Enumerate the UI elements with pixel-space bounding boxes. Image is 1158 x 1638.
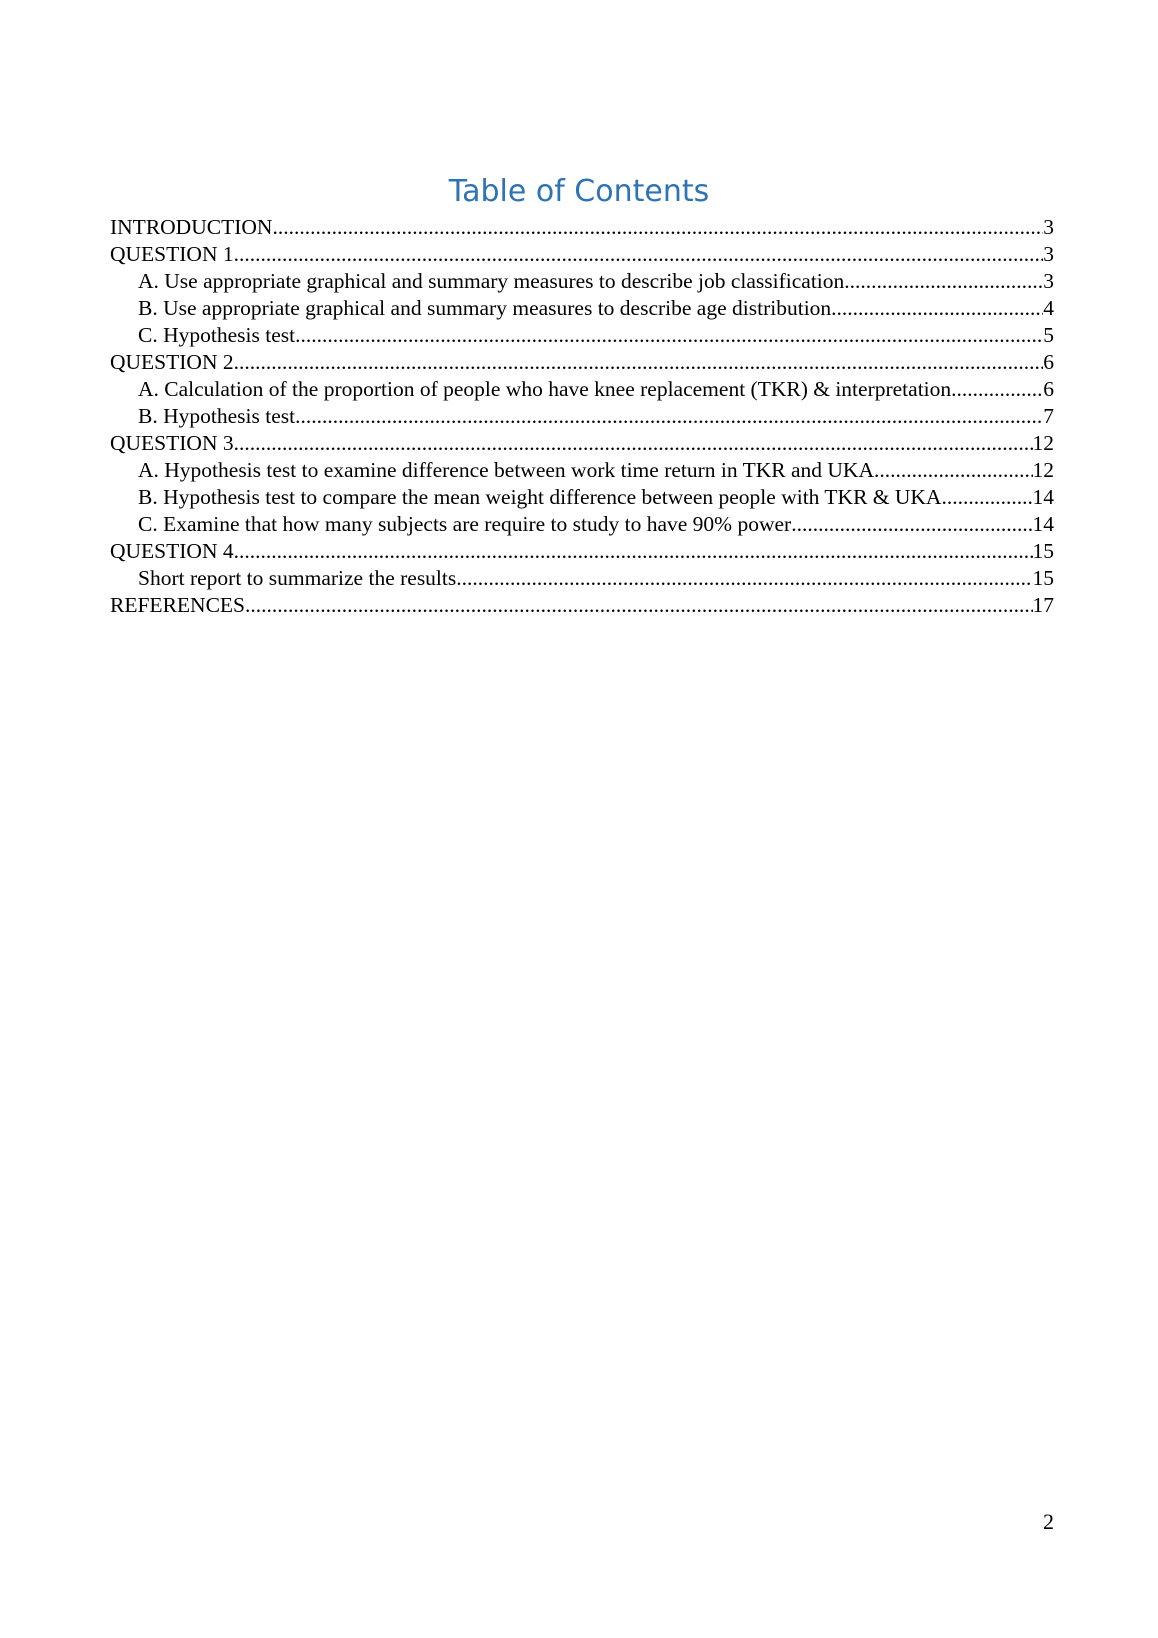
toc-entry-page: 3 bbox=[1043, 242, 1054, 266]
toc-entry-page: 4 bbox=[1043, 296, 1054, 320]
toc-entry-label: B. Hypothesis test bbox=[138, 404, 296, 428]
toc-entry-label: QUESTION 3 bbox=[110, 431, 234, 455]
toc-entry-page: 6 bbox=[1043, 350, 1054, 374]
toc-entry-label: A. Use appropriate graphical and summary measures to describe job classification bbox=[138, 269, 845, 293]
toc-entry-question-3[interactable] bbox=[110, 430, 1054, 457]
toc-entry-page: 17 bbox=[1032, 593, 1054, 617]
toc-entry-label: QUESTION 1 bbox=[110, 242, 234, 266]
toc-entry-references[interactable] bbox=[110, 592, 1054, 619]
toc-entry-page: 12 bbox=[1032, 431, 1054, 455]
toc-entry-label: A. Calculation of the proportion of people who have knee replacement (TKR) & interpretation bbox=[138, 377, 952, 401]
page-number: 2 bbox=[1043, 1509, 1054, 1534]
toc-entry-label: INTRODUCTION bbox=[110, 215, 273, 239]
toc-dot-leader bbox=[831, 295, 1043, 322]
toc-entry-q1-c[interactable] bbox=[110, 322, 1054, 349]
toc-entry-page: 3 bbox=[1043, 215, 1054, 239]
toc-entry-label: C. Hypothesis test bbox=[138, 323, 296, 347]
toc-entry-page: 7 bbox=[1043, 404, 1054, 428]
toc-entry-q2-b[interactable] bbox=[110, 403, 1054, 430]
toc-entry-page: 5 bbox=[1043, 323, 1054, 347]
toc-entry-question-2[interactable] bbox=[110, 349, 1054, 376]
toc-dot-leader bbox=[272, 214, 1043, 241]
toc-entry-page: 14 bbox=[1032, 512, 1054, 536]
toc-entry-q4-report[interactable] bbox=[110, 565, 1054, 592]
toc-entry-introduction[interactable] bbox=[110, 214, 1054, 241]
toc-entry-q1-b[interactable] bbox=[110, 295, 1054, 322]
toc-entry-page: 6 bbox=[1043, 377, 1054, 401]
toc-dot-leader bbox=[234, 430, 1033, 457]
toc-entry-label: Short report to summarize the results bbox=[138, 566, 457, 590]
toc-dot-leader bbox=[234, 241, 1044, 268]
toc-entry-question-1[interactable] bbox=[110, 241, 1054, 268]
toc-dot-leader bbox=[295, 322, 1043, 349]
toc-entry-label: QUESTION 4 bbox=[110, 539, 234, 563]
toc-dot-leader bbox=[234, 538, 1033, 565]
toc-dot-leader bbox=[295, 403, 1043, 430]
toc-entry-page: 14 bbox=[1032, 485, 1054, 509]
toc-dot-leader bbox=[245, 592, 1033, 619]
toc-entry-q3-b[interactable] bbox=[110, 484, 1054, 511]
toc-dot-leader bbox=[941, 484, 1032, 511]
toc-entry-label: A. Hypothesis test to examine difference between work time return in TKR and UKA bbox=[138, 458, 874, 482]
toc-list bbox=[110, 214, 1054, 619]
toc-dot-leader bbox=[456, 565, 1032, 592]
toc-dot-leader bbox=[874, 457, 1033, 484]
toc-entry-page: 15 bbox=[1032, 539, 1054, 563]
toc-entry-page: 15 bbox=[1032, 566, 1054, 590]
toc-title: Table of Contents bbox=[448, 174, 710, 209]
toc-entry-q3-c[interactable] bbox=[110, 511, 1054, 538]
toc-entry-page: 3 bbox=[1043, 269, 1054, 293]
toc-dot-leader bbox=[234, 349, 1044, 376]
toc-entry-label: QUESTION 2 bbox=[110, 350, 234, 374]
toc-entry-q3-a[interactable] bbox=[110, 457, 1054, 484]
toc-entry-label: B. Use appropriate graphical and summary measures to describe age distribution bbox=[138, 296, 832, 320]
toc-dot-leader bbox=[844, 268, 1043, 295]
toc-entry-q1-a[interactable] bbox=[110, 268, 1054, 295]
toc-dot-leader bbox=[951, 376, 1043, 403]
toc-entry-label: B. Hypothesis test to compare the mean weight difference between people with TKR & UKA bbox=[138, 485, 942, 509]
toc-entry-label: C. Examine that how many subjects are require to study to have 90% power bbox=[138, 512, 792, 536]
toc-entry-q2-a[interactable] bbox=[110, 376, 1054, 403]
toc-entry-label: REFERENCES bbox=[110, 593, 245, 617]
toc-entry-question-4[interactable] bbox=[110, 538, 1054, 565]
toc-dot-leader bbox=[791, 511, 1032, 538]
toc-entry-page: 12 bbox=[1032, 458, 1054, 482]
